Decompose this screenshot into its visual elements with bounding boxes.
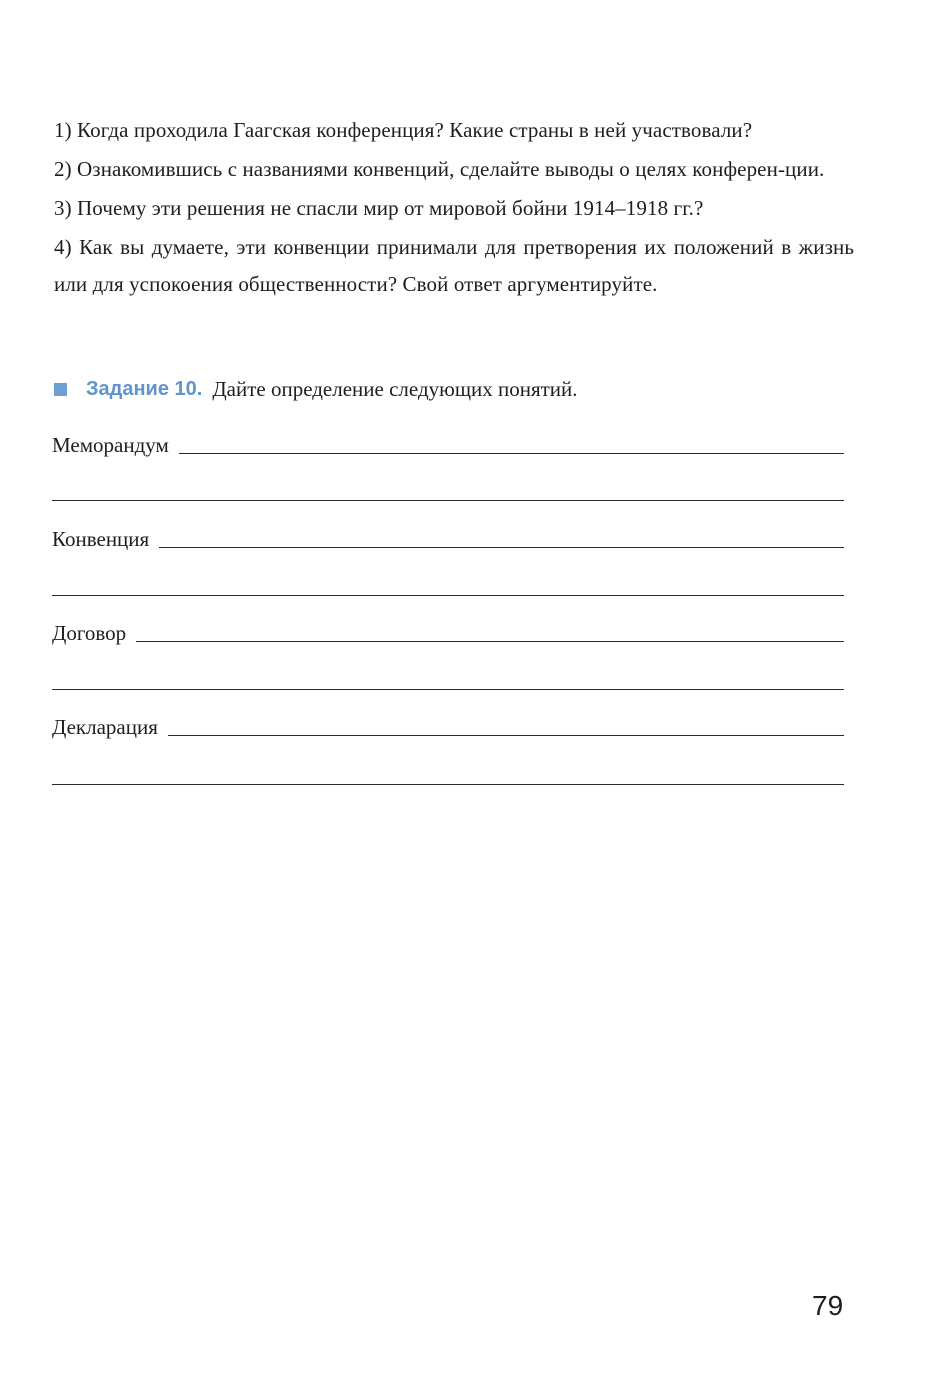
answer-line[interactable]: [159, 547, 844, 548]
term-label: Конвенция: [52, 527, 150, 551]
term-label: Договор: [52, 621, 127, 645]
question-list: [54, 112, 854, 305]
answer-line[interactable]: [52, 784, 844, 785]
page-number: 79: [812, 1290, 844, 1321]
question-4: 4) Как вы думаете, эти конвенции принимали для претворения их положений в жизнь или для успокоения общественности? Свой ответ аргументируйте.: [54, 235, 854, 296]
question-3: 3) Почему эти решения не спасли мир от мировой бойни 1914–1918 гг.?: [54, 196, 704, 220]
answer-line[interactable]: [136, 641, 844, 642]
answer-line[interactable]: [168, 735, 844, 736]
question-2: 2) Ознакомившись с названиями конвенций, сделайте выводы о целях конферен-ции.: [54, 157, 825, 181]
task-heading: [54, 372, 854, 406]
term-label: Меморандум: [52, 433, 169, 457]
term-row-convention: [52, 518, 844, 552]
term-label: Декларация: [52, 715, 158, 739]
answer-line[interactable]: [52, 500, 844, 501]
term-row-treaty: [52, 612, 844, 646]
question-1: 1) Когда проходила Гаагская конференция? Какие страны в ней участвовали?: [54, 118, 753, 142]
term-row-memorandum: [52, 424, 844, 458]
answer-line[interactable]: [52, 689, 844, 690]
answer-line[interactable]: [52, 595, 844, 596]
task-instruction: Дайте определение следующих понятий.: [212, 377, 578, 401]
square-bullet-icon: [54, 383, 67, 396]
term-row-declaration: [52, 706, 844, 740]
task-label: Задание 10.: [86, 378, 203, 400]
answer-line[interactable]: [179, 453, 844, 454]
